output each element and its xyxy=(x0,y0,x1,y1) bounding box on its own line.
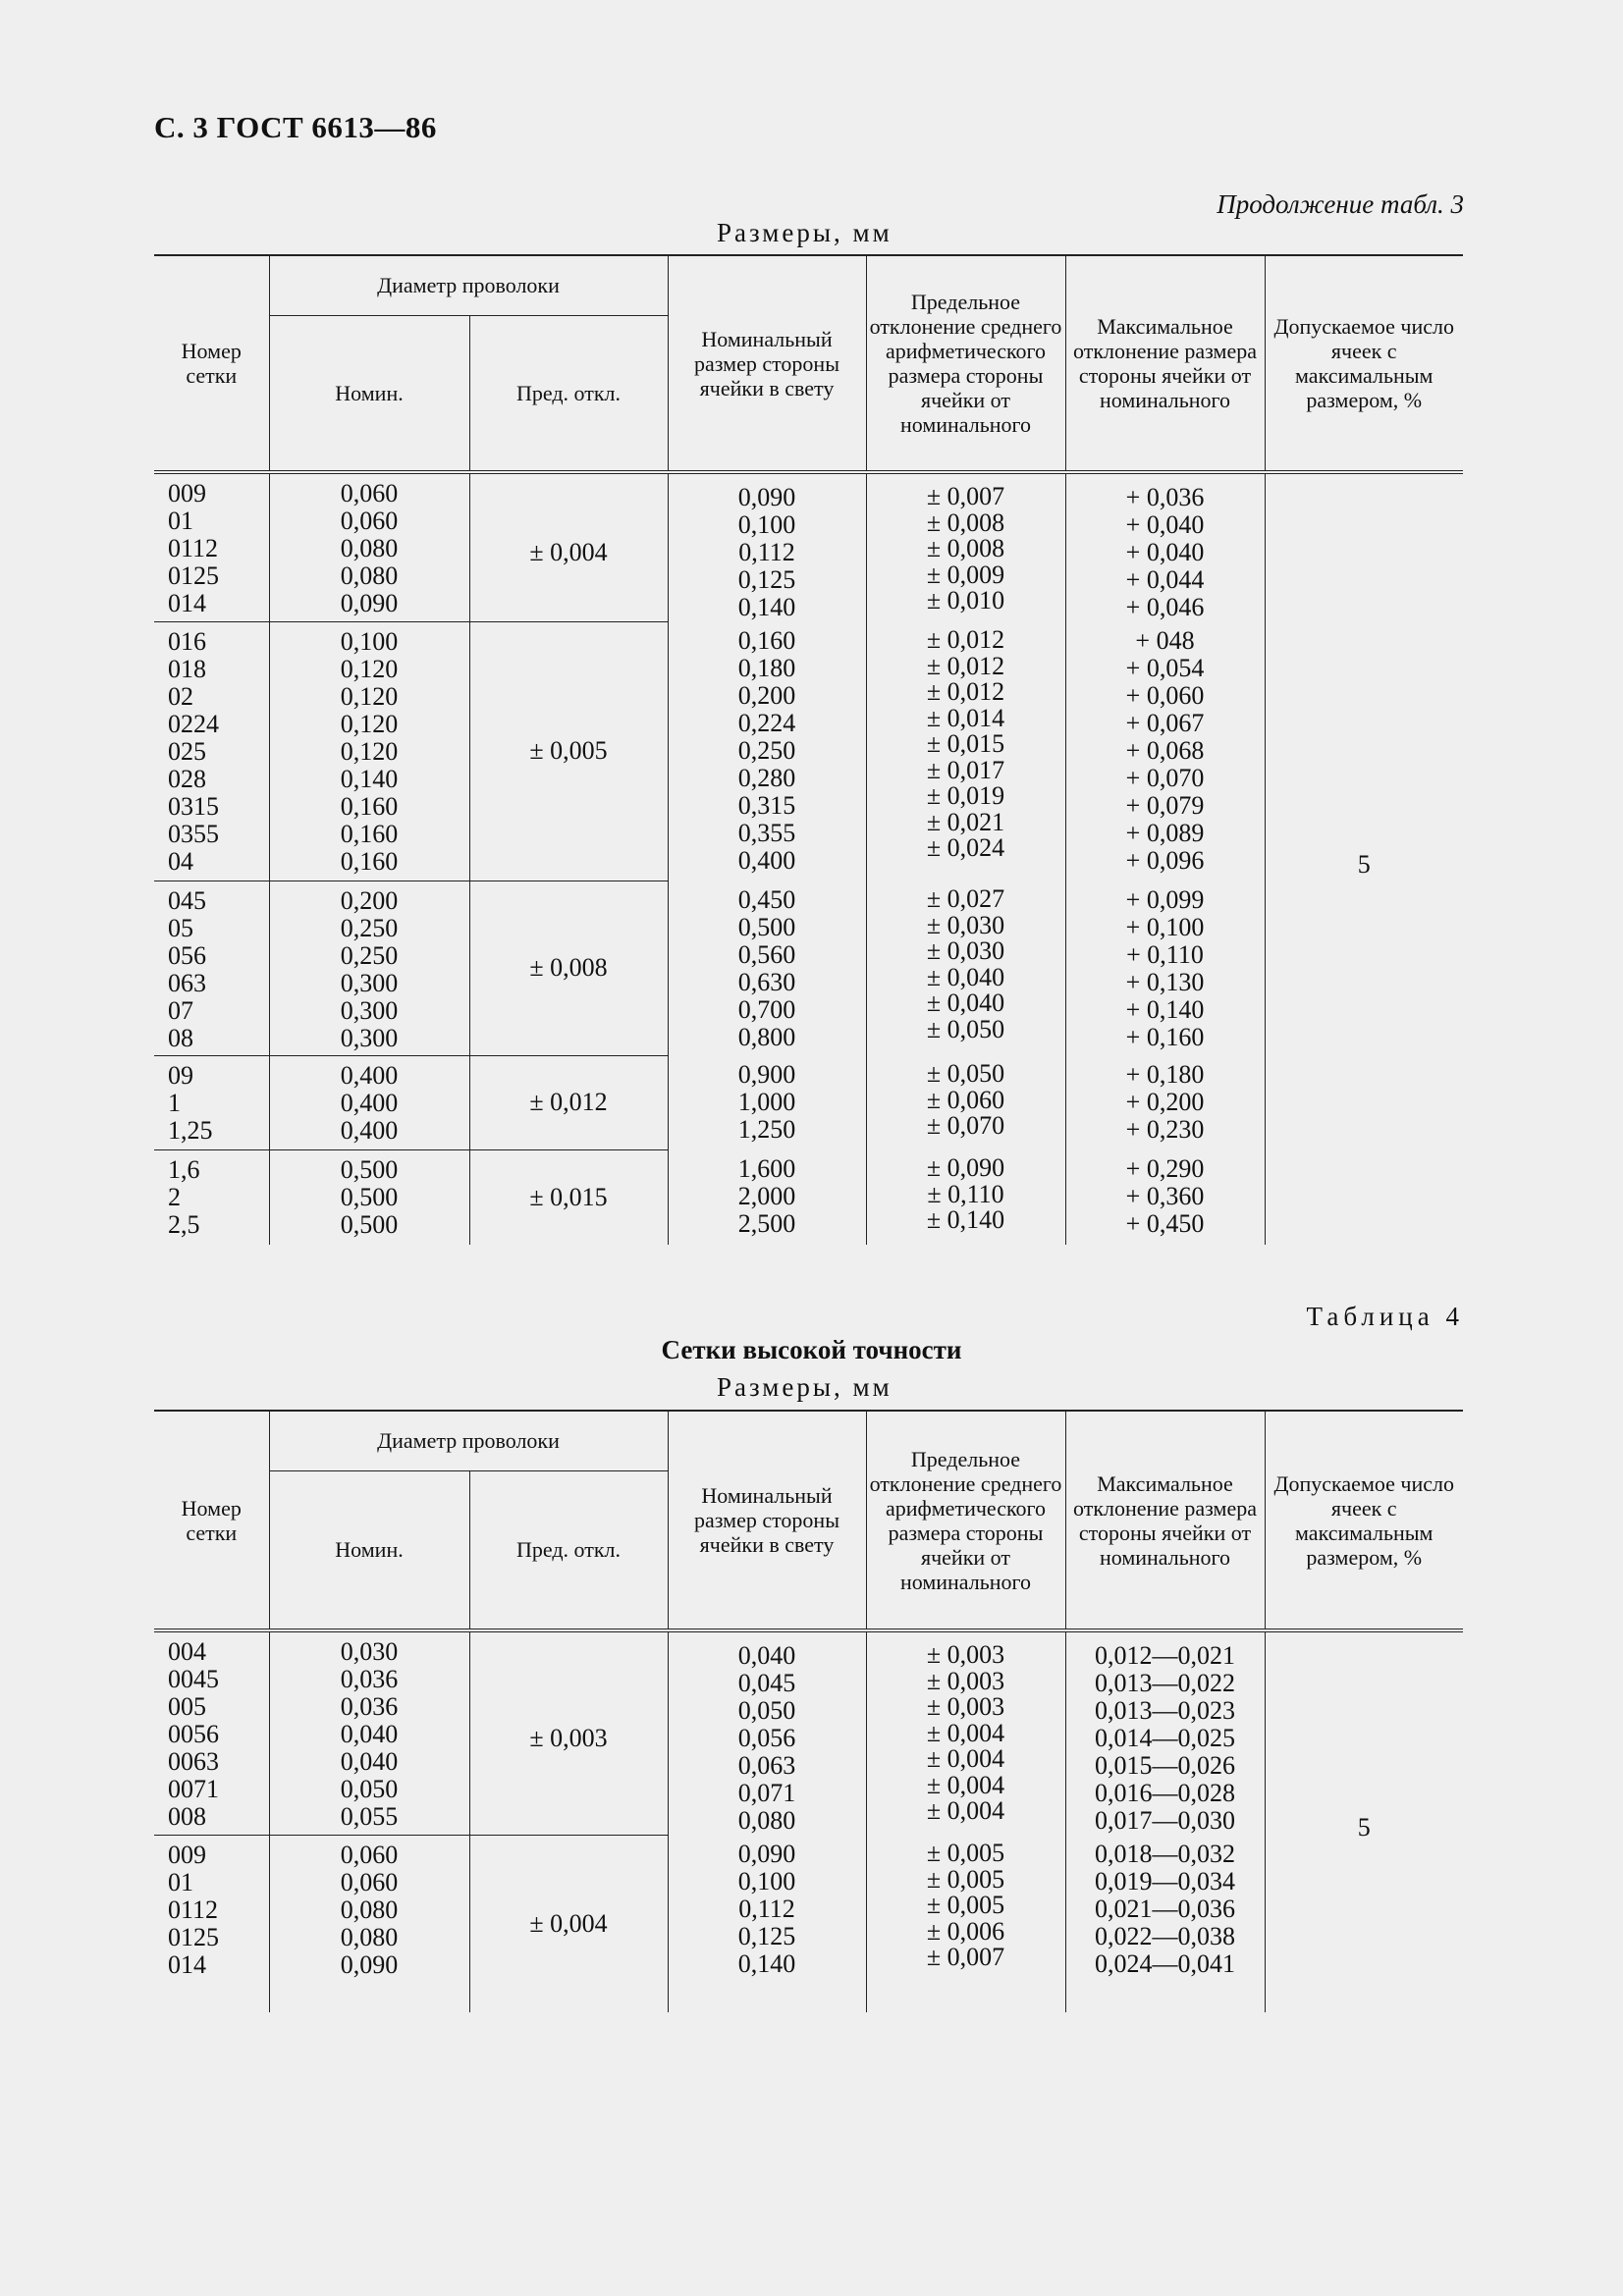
wire-deviation-cell: ± 0,012 xyxy=(469,1055,668,1149)
avg-deviation-cell-value: ± 0,110 xyxy=(927,1179,1004,1208)
max-deviation-cell-value: + 0,044 xyxy=(1125,565,1205,594)
mesh-number-cell-value: 05 xyxy=(168,913,193,942)
cell-size-cell-value: 0,280 xyxy=(737,764,796,792)
wire-nominal-cell-value: 0,040 xyxy=(340,1747,399,1776)
max-deviation-cell xyxy=(1065,472,1265,621)
continuation-label: Продолжение табл. 3 xyxy=(1217,189,1464,219)
avg-deviation-cell-value: ± 0,008 xyxy=(926,507,1005,537)
wire-nominal-cell xyxy=(269,1149,469,1245)
wire-nominal-cell-value: 0,055 xyxy=(340,1802,399,1831)
max-deviation-cell-value: + 0,096 xyxy=(1125,846,1205,875)
cell-size-cell xyxy=(668,621,866,881)
table-4 xyxy=(154,1410,1463,2012)
header-allowed-cells: Допускаемое число ячеек с максимальным размером, % xyxy=(1265,255,1463,472)
max-deviation-cell-value: + 0,360 xyxy=(1125,1182,1205,1210)
cell-size-cell-value: 0,063 xyxy=(737,1751,796,1780)
units-label-table4: Размеры, мм xyxy=(717,1372,893,1402)
mesh-number-cell-value: 0112 xyxy=(168,534,219,562)
wire-nominal-cell-value: 0,500 xyxy=(340,1209,399,1239)
wire-nominal-cell-value: 0,080 xyxy=(340,1922,399,1951)
max-deviation-cell-value: 0,014—0,025 xyxy=(1095,1724,1235,1752)
avg-deviation-cell xyxy=(866,881,1065,1055)
header-wire-diameter: Диаметр проволоки xyxy=(269,1411,668,1470)
cell-size-cell-value: 0,160 xyxy=(737,626,796,655)
max-deviation-cell-value: 0,013—0,023 xyxy=(1095,1696,1235,1725)
wire-nominal-cell xyxy=(269,472,469,621)
avg-deviation-cell-value: ± 0,007 xyxy=(926,482,1005,510)
max-deviation-cell-value: + 0,110 xyxy=(1126,940,1204,969)
wire-nominal-cell-value: 0,400 xyxy=(340,1088,399,1117)
cell-size-cell-value: 0,224 xyxy=(737,709,796,737)
avg-deviation-cell xyxy=(866,621,1065,881)
mesh-number-cell-value: 009 xyxy=(168,1840,206,1869)
cell-size-cell-value: 0,630 xyxy=(737,968,796,996)
wire-nominal-cell-value: 0,300 xyxy=(340,995,399,1025)
max-deviation-cell-value: 0,015—0,026 xyxy=(1095,1751,1235,1780)
mesh-number-cell-value: 008 xyxy=(168,1802,206,1831)
cell-size-cell-value: 0,090 xyxy=(737,483,796,511)
wire-nominal-cell xyxy=(269,1630,469,1835)
wire-nominal-cell-value: 0,140 xyxy=(340,764,399,793)
avg-deviation-cell-value: ± 0,070 xyxy=(926,1111,1005,1140)
mesh-number-cell-value: 056 xyxy=(168,940,206,970)
mesh-number-cell-value: 0125 xyxy=(168,561,219,590)
avg-deviation-cell-value: ± 0,024 xyxy=(926,833,1005,862)
avg-deviation-cell-value: ± 0,014 xyxy=(926,703,1005,732)
max-deviation-cell xyxy=(1065,881,1265,1055)
wire-nominal-cell-value: 0,160 xyxy=(340,819,399,848)
page-header: С. 3 ГОСТ 6613—86 xyxy=(154,110,437,144)
cell-size-cell xyxy=(668,1630,866,1835)
avg-deviation-cell-value: ± 0,021 xyxy=(926,807,1005,836)
mesh-number-cell-value: 07 xyxy=(168,995,193,1025)
max-deviation-cell-value: 0,021—0,036 xyxy=(1095,1895,1235,1923)
cell-size-cell-value: 0,045 xyxy=(737,1669,796,1697)
avg-deviation-cell xyxy=(866,1630,1065,1835)
header-deviation: Пред. откл. xyxy=(469,315,668,472)
cell-size-cell-value: 0,180 xyxy=(737,654,796,682)
max-deviation-cell-value: + 0,200 xyxy=(1125,1088,1205,1116)
avg-deviation-cell-value: ± 0,009 xyxy=(926,560,1005,589)
max-deviation-cell-value: + 0,180 xyxy=(1125,1060,1205,1089)
max-deviation-cell-value: + 0,040 xyxy=(1125,510,1205,539)
wire-deviation-cell: ± 0,015 xyxy=(469,1149,668,1245)
wire-nominal-cell-value: 0,100 xyxy=(340,626,399,656)
mesh-number-cell-value: 009 xyxy=(168,479,206,507)
cell-size-cell-value: 0,400 xyxy=(737,846,796,875)
cell-size-cell-value: 0,056 xyxy=(737,1724,796,1752)
max-deviation-cell-value: 0,012—0,021 xyxy=(1095,1641,1235,1670)
mesh-number-cell-value: 014 xyxy=(168,589,206,617)
cell-size-cell-value: 0,250 xyxy=(737,736,796,765)
mesh-number-cell-value: 0056 xyxy=(168,1720,219,1748)
wire-nominal-cell-value: 0,080 xyxy=(340,561,399,590)
wire-nominal-cell-value: 0,036 xyxy=(340,1692,399,1721)
max-deviation-cell-value: + 0,068 xyxy=(1125,736,1205,765)
wire-nominal-cell-value: 0,060 xyxy=(340,1840,399,1869)
wire-nominal-cell-value: 0,050 xyxy=(340,1775,399,1803)
max-deviation-cell-value: 0,017—0,030 xyxy=(1095,1806,1235,1835)
cell-size-cell-value: 1,600 xyxy=(737,1154,796,1183)
mesh-number-cell-value: 2,5 xyxy=(168,1209,200,1239)
avg-deviation-cell-value: ± 0,004 xyxy=(926,1796,1005,1825)
avg-deviation-cell-value: ± 0,003 xyxy=(926,1640,1005,1669)
header-max-deviation: Максимальное отклонение размера стороны ячейки от номинального xyxy=(1065,1411,1265,1630)
mesh-number-cell-value: 09 xyxy=(168,1060,193,1090)
header-nominal-cell-size: Номинальный размер стороны ячейки в свету xyxy=(668,255,866,472)
wire-nominal-cell-value: 0,160 xyxy=(340,791,399,821)
wire-nominal-cell-value: 0,500 xyxy=(340,1154,399,1184)
cell-size-cell xyxy=(668,1149,866,1245)
mesh-number-cell-value: 0045 xyxy=(168,1665,219,1693)
avg-deviation-cell-value: ± 0,004 xyxy=(926,1718,1005,1747)
mesh-number-cell xyxy=(154,1149,269,1245)
max-deviation-cell-value: + 0,036 xyxy=(1125,483,1205,511)
max-deviation-cell-value: + 0,040 xyxy=(1125,538,1205,566)
wire-deviation-cell: ± 0,003 xyxy=(469,1630,668,1835)
wire-nominal-cell-value: 0,200 xyxy=(340,885,399,915)
mesh-number-cell-value: 0125 xyxy=(168,1922,219,1951)
mesh-number-cell-value: 1,6 xyxy=(168,1154,200,1184)
cell-size-cell-value: 0,071 xyxy=(737,1779,796,1807)
header-mesh-number: Номер сетки xyxy=(154,255,269,472)
mesh-number-cell xyxy=(154,1055,269,1149)
avg-deviation-cell-value: ± 0,004 xyxy=(926,1770,1005,1799)
avg-deviation-cell-value: ± 0,003 xyxy=(926,1666,1005,1695)
cell-size-cell-value: 1,000 xyxy=(737,1088,796,1116)
wire-nominal-cell xyxy=(269,1055,469,1149)
mesh-number-cell-value: 01 xyxy=(168,507,193,535)
table-row-group xyxy=(154,1630,1463,1835)
max-deviation-cell-value: + 0,160 xyxy=(1125,1023,1205,1051)
avg-deviation-cell-value: ± 0,007 xyxy=(926,1943,1005,1971)
max-deviation-cell-value: + 0,290 xyxy=(1125,1154,1205,1183)
avg-deviation-cell xyxy=(866,1149,1065,1245)
avg-deviation-cell-value: ± 0,030 xyxy=(926,910,1005,939)
cell-size-cell xyxy=(668,1835,866,2012)
wire-nominal-cell-value: 0,400 xyxy=(340,1060,399,1090)
avg-deviation-cell-value: ± 0,012 xyxy=(926,651,1005,680)
avg-deviation-cell-value: ± 0,008 xyxy=(926,534,1005,562)
mesh-number-cell-value: 04 xyxy=(168,846,193,876)
cell-size-cell-value: 0,112 xyxy=(738,1895,795,1923)
avg-deviation-cell-value: ± 0,030 xyxy=(926,936,1005,965)
avg-deviation-cell xyxy=(866,1835,1065,2012)
max-deviation-cell-value: + 0,054 xyxy=(1125,654,1205,682)
header-nominal-cell-size: Номинальный размер стороны ячейки в свету xyxy=(668,1411,866,1630)
wire-deviation-cell: ± 0,004 xyxy=(469,472,668,621)
avg-deviation-cell xyxy=(866,472,1065,621)
wire-nominal-cell-value: 0,080 xyxy=(340,534,399,562)
wire-nominal-cell xyxy=(269,881,469,1055)
header-deviation: Пред. откл. xyxy=(469,1470,668,1630)
avg-deviation-cell-value: ± 0,005 xyxy=(926,1864,1005,1894)
avg-deviation-cell-value: ± 0,050 xyxy=(926,1059,1005,1088)
cell-size-cell-value: 0,090 xyxy=(737,1840,796,1868)
avg-deviation-cell-value: ± 0,019 xyxy=(926,781,1005,810)
wire-nominal-cell-value: 0,090 xyxy=(340,589,399,617)
wire-deviation-cell: ± 0,008 xyxy=(469,881,668,1055)
header-nominal: Номин. xyxy=(269,315,469,472)
mesh-number-cell-value: 1 xyxy=(168,1088,181,1117)
cell-size-cell xyxy=(668,472,866,621)
avg-deviation-cell-value: ± 0,006 xyxy=(926,1916,1005,1946)
wire-nominal-cell-value: 0,060 xyxy=(340,1867,399,1896)
avg-deviation-cell-value: ± 0,060 xyxy=(926,1085,1005,1114)
table-4-title: Сетки высокой точности xyxy=(661,1335,962,1364)
cell-size-cell-value: 1,250 xyxy=(737,1115,796,1144)
mesh-number-cell xyxy=(154,1630,269,1835)
max-deviation-cell xyxy=(1065,1835,1265,2012)
allowed-cells-value: 5 xyxy=(1265,472,1463,1245)
wire-nominal-cell-value: 0,300 xyxy=(340,968,399,997)
cell-size-cell-value: 0,040 xyxy=(737,1641,796,1670)
header-max-deviation: Максимальное отклонение размера стороны ячейки от номинального xyxy=(1065,255,1265,472)
max-deviation-cell-value: + 0,089 xyxy=(1125,819,1205,847)
mesh-number-cell xyxy=(154,472,269,621)
wire-nominal-cell-value: 0,250 xyxy=(340,913,399,942)
cell-size-cell xyxy=(668,1055,866,1149)
wire-nominal-cell-value: 0,250 xyxy=(340,940,399,970)
wire-nominal-cell-value: 0,120 xyxy=(340,736,399,766)
wire-nominal-cell-value: 0,060 xyxy=(340,479,399,507)
mesh-number-cell-value: 0224 xyxy=(168,709,219,738)
max-deviation-cell xyxy=(1065,1149,1265,1245)
cell-size-cell-value: 2,000 xyxy=(737,1182,796,1210)
mesh-number-cell xyxy=(154,621,269,881)
max-deviation-cell-value: + 0,060 xyxy=(1125,681,1205,710)
wire-nominal-cell-value: 0,120 xyxy=(340,654,399,683)
avg-deviation-cell-value: ± 0,003 xyxy=(926,1692,1005,1721)
header-wire-diameter: Диаметр проволоки xyxy=(269,255,668,315)
avg-deviation-cell-value: ± 0,015 xyxy=(926,729,1005,758)
max-deviation-cell-value: 0,024—0,041 xyxy=(1095,1949,1235,1978)
max-deviation-cell-value: + 0,140 xyxy=(1125,995,1205,1024)
avg-deviation-cell-value: ± 0,010 xyxy=(926,586,1005,614)
cell-size-cell-value: 0,140 xyxy=(737,593,796,621)
max-deviation-cell-value: 0,018—0,032 xyxy=(1095,1840,1235,1868)
mesh-number-cell-value: 016 xyxy=(168,626,206,656)
table-4-label: Таблица 4 xyxy=(1306,1302,1464,1331)
avg-deviation-cell-value: ± 0,004 xyxy=(926,1744,1005,1773)
cell-size-cell-value: 2,500 xyxy=(737,1209,796,1238)
header-mesh-number: Номер сетки xyxy=(154,1411,269,1630)
avg-deviation-cell-value: ± 0,012 xyxy=(926,677,1005,706)
cell-size-cell-value: 0,500 xyxy=(737,913,796,941)
cell-size-cell-value: 0,080 xyxy=(737,1806,796,1835)
wire-nominal-cell-value: 0,120 xyxy=(340,681,399,711)
wire-nominal-cell-value: 0,036 xyxy=(340,1665,399,1693)
wire-nominal-cell-value: 0,060 xyxy=(340,507,399,535)
max-deviation-cell-value: + 0,130 xyxy=(1125,968,1205,996)
wire-nominal-cell-value: 0,040 xyxy=(340,1720,399,1748)
avg-deviation-cell-value: ± 0,140 xyxy=(926,1205,1005,1234)
max-deviation-cell-value: + 0,079 xyxy=(1125,791,1205,820)
mesh-number-cell-value: 0063 xyxy=(168,1747,219,1776)
avg-deviation-cell-value: ± 0,027 xyxy=(926,884,1005,913)
max-deviation-cell-value: 0,016—0,028 xyxy=(1095,1779,1235,1807)
max-deviation-cell-value: + 048 xyxy=(1135,626,1195,655)
cell-size-cell-value: 0,112 xyxy=(738,538,795,566)
table-row-group xyxy=(154,472,1463,621)
avg-deviation-cell xyxy=(866,1055,1065,1149)
mesh-number-cell-value: 0071 xyxy=(168,1775,219,1803)
mesh-number-cell-value: 018 xyxy=(168,654,206,683)
cell-size-cell-value: 0,140 xyxy=(737,1949,796,1978)
max-deviation-cell-value: + 0,046 xyxy=(1125,593,1205,621)
cell-size-cell-value: 0,125 xyxy=(737,565,796,594)
max-deviation-cell xyxy=(1065,1055,1265,1149)
max-deviation-cell xyxy=(1065,621,1265,881)
mesh-number-cell-value: 005 xyxy=(168,1692,206,1721)
max-deviation-cell-value: + 0,070 xyxy=(1125,764,1205,792)
cell-size-cell-value: 0,700 xyxy=(737,995,796,1024)
header-allowed-cells: Допускаемое число ячеек с максимальным размером, % xyxy=(1265,1411,1463,1630)
mesh-number-cell-value: 01 xyxy=(168,1867,193,1896)
wire-nominal-cell xyxy=(269,621,469,881)
avg-deviation-cell-value: ± 0,005 xyxy=(926,1891,1005,1919)
wire-nominal-cell-value: 0,500 xyxy=(340,1182,399,1211)
wire-nominal-cell-value: 0,300 xyxy=(340,1023,399,1052)
table-3 xyxy=(154,254,1463,1245)
avg-deviation-cell-value: ± 0,040 xyxy=(926,988,1005,1017)
wire-nominal-cell-value: 0,080 xyxy=(340,1895,399,1924)
mesh-number-cell-value: 0315 xyxy=(168,791,219,821)
wire-nominal-cell-value: 0,400 xyxy=(340,1115,399,1145)
avg-deviation-cell-value: ± 0,005 xyxy=(926,1839,1005,1867)
wire-deviation-cell: ± 0,005 xyxy=(469,621,668,881)
mesh-number-cell-value: 045 xyxy=(168,885,206,915)
avg-deviation-cell-value: ± 0,012 xyxy=(926,625,1005,654)
max-deviation-cell-value: + 0,450 xyxy=(1125,1209,1205,1238)
wire-nominal-cell-value: 0,090 xyxy=(340,1949,399,1979)
mesh-number-cell-value: 0355 xyxy=(168,819,219,848)
avg-deviation-cell-value: ± 0,050 xyxy=(926,1014,1005,1043)
header-limit-avg-deviation: Предельное отклонение среднего арифметического размера стороны ячейки от номинального xyxy=(866,1411,1065,1630)
mesh-number-cell xyxy=(154,881,269,1055)
mesh-number-cell-value: 025 xyxy=(168,736,206,766)
max-deviation-cell-value: + 0,230 xyxy=(1125,1115,1205,1144)
mesh-number-cell-value: 2 xyxy=(168,1182,181,1211)
allowed-cells-value: 5 xyxy=(1265,1630,1463,2012)
wire-nominal-cell xyxy=(269,1835,469,2012)
mesh-number-cell xyxy=(154,1835,269,2012)
cell-size-cell-value: 0,800 xyxy=(737,1023,796,1051)
max-deviation-cell xyxy=(1065,1630,1265,1835)
mesh-number-cell-value: 004 xyxy=(168,1637,206,1666)
max-deviation-cell-value: 0,022—0,038 xyxy=(1095,1922,1235,1950)
max-deviation-cell-value: 0,019—0,034 xyxy=(1095,1867,1235,1896)
mesh-number-cell-value: 0112 xyxy=(168,1895,219,1924)
avg-deviation-cell-value: ± 0,090 xyxy=(926,1153,1005,1182)
cell-size-cell-value: 0,100 xyxy=(737,510,796,539)
avg-deviation-cell-value: ± 0,017 xyxy=(926,755,1005,784)
cell-size-cell-value: 0,560 xyxy=(737,940,796,969)
cell-size-cell-value: 0,100 xyxy=(737,1867,796,1896)
mesh-number-cell-value: 028 xyxy=(168,764,206,793)
header-limit-avg-deviation: Предельное отклонение среднего арифметического размера стороны ячейки от номинального xyxy=(866,255,1065,472)
max-deviation-cell-value: + 0,100 xyxy=(1125,913,1205,941)
wire-nominal-cell-value: 0,030 xyxy=(340,1637,399,1666)
cell-size-cell-value: 0,355 xyxy=(737,819,796,847)
cell-size-cell-value: 0,050 xyxy=(737,1696,796,1725)
wire-nominal-cell-value: 0,120 xyxy=(340,709,399,738)
header-nominal: Номин. xyxy=(269,1470,469,1630)
max-deviation-cell-value: 0,013—0,022 xyxy=(1095,1669,1235,1697)
cell-size-cell-value: 0,125 xyxy=(737,1922,796,1950)
max-deviation-cell-value: + 0,067 xyxy=(1125,709,1205,737)
mesh-number-cell-value: 1,25 xyxy=(168,1115,213,1145)
wire-deviation-cell: ± 0,004 xyxy=(469,1835,668,2012)
avg-deviation-cell-value: ± 0,040 xyxy=(926,962,1005,991)
units-label-table3: Размеры, мм xyxy=(717,218,893,247)
mesh-number-cell-value: 02 xyxy=(168,681,193,711)
wire-nominal-cell-value: 0,160 xyxy=(340,846,399,876)
mesh-number-cell-value: 08 xyxy=(168,1023,193,1052)
cell-size-cell-value: 0,450 xyxy=(737,885,796,914)
cell-size-cell-value: 0,315 xyxy=(737,791,796,820)
cell-size-cell-value: 0,200 xyxy=(737,681,796,710)
cell-size-cell-value: 0,900 xyxy=(737,1060,796,1089)
cell-size-cell xyxy=(668,881,866,1055)
mesh-number-cell-value: 063 xyxy=(168,968,206,997)
mesh-number-cell-value: 014 xyxy=(168,1949,206,1979)
max-deviation-cell-value: + 0,099 xyxy=(1125,885,1205,914)
